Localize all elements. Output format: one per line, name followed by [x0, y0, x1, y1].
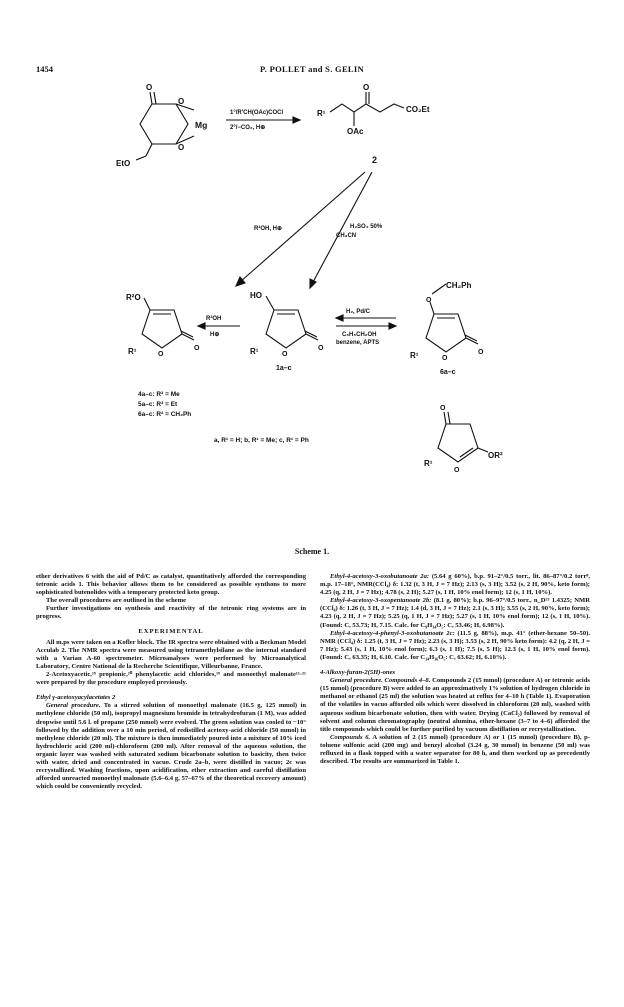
compound-2b-entry: [320, 597, 590, 629]
etherification-arrow: [198, 315, 240, 338]
alkoxy-furanone-isomer-structure: [424, 405, 503, 474]
left-paragraph-6: [36, 702, 306, 791]
svg-text:O: O: [363, 83, 370, 92]
p2-ester-label: CO₂Et: [406, 105, 430, 114]
svg-text:O: O: [158, 351, 164, 358]
right-ch2ph-label: CH₂Ph: [446, 281, 472, 290]
svg-text:O: O: [178, 143, 185, 152]
right-text-column: [320, 573, 590, 766]
cyclization-reagent-2: CH₃CN: [336, 233, 357, 239]
mg-label: Mg: [195, 120, 208, 130]
compound-2a-data: (5.64 g 60%), b.p. 91–2°/0.5 torr., lit. 86–87°/0.2 torr⁸, m.p. 17–18°, NMR(CCl₄) δ: 1.32 (t, 3 H, J = 7 Hz); 2.13 (s, 3 H); 3.52 (s, 2 H, 90%, keto form); 4.25 (q, 2 H, J = 7 Hz); 4.78 (s, 2 H); 5.27 (s, 1 H, 10% enol form); 12 (s, 1 H, 10%).: [320, 573, 591, 597]
compounds-6-text: A solution of 2 (15 mmol) (procedure A) or 1 (15 mmol) (procedure B), p-toluene sulfonic acid (200 mg) and benzyl alcohol (3.24 g, 30 mmol) in benzene (50 ml) was refluxed in a flask topped with a water separator for 80 h, and then worked up as precedently described. The results are summarized in Table 1.: [320, 733, 590, 766]
svg-text:O: O: [478, 349, 484, 356]
compounds-6-lead: Compounds 6.: [330, 733, 371, 741]
benzyloxy-furanone-structure: [410, 281, 484, 376]
mid-r1-label: R¹: [250, 347, 259, 356]
left-paragraph-5: 2-Acetoxyacetic,¹⁹ propionic,²⁰ phenylacetic acid chlorides,¹⁹ and monoethyl malonate¹¹·²¹ were prepared by the procedure employed previously.: [36, 671, 306, 687]
p2-oac-label: OAc: [347, 127, 364, 136]
legend-5: 5a–c: R² = Et: [138, 401, 178, 408]
svg-text:O: O: [282, 351, 288, 358]
svg-text:O: O: [146, 83, 153, 92]
left-paragraph-3: Further investigations on synthesis and reactivity of the tetronic ring systems are in progress.: [36, 605, 306, 621]
right-paragraph-7: [320, 677, 590, 734]
substituent-key: a, R¹ = H; b, R¹ = Me; c, R¹ = Ph: [214, 437, 309, 444]
running-authors: P. POLLET and S. GELIN: [260, 64, 364, 74]
scheme-caption: Scheme 1.: [294, 547, 330, 556]
benzyl-alcohol-reagent: C₆H₅CH₂OH: [342, 332, 377, 338]
left-r2o-label: R²O: [126, 293, 141, 302]
procedure-4-8-text: Compounds 2 (15 mmol) (procedure A) or tetronic acids (15 mmol) (procedure B) were added to an approximatively 1% solution of hydrogen chloride in methanol or ethanol (25 ml) the solution was heated at reflux for 4–10 h (Table 1). Evaporation of the volatiles in vacuo afforded oils which were dissolved in chloroform (20 ml), washed with aqueous sodium bicarbonate solution, then with water. Drying (CaCl₂) followed by removal of solvent and column chromatography (neutral alumina, ether-hexane (3–7 to 4–6) afforded the title compounds which could be further purified by vacuum distillation or recrystallization.: [320, 677, 590, 733]
svg-text:O: O: [454, 467, 460, 474]
mid-ho-label: HO: [250, 291, 262, 300]
acylation-reagent: 1°/R'CH(OAc)COCl: [230, 110, 284, 116]
alcoholysis-reagent: R²OH, H⊕: [254, 226, 283, 232]
benzylation-hydrogenolysis-arrows: [336, 309, 396, 346]
eto-label: EtO: [116, 159, 131, 168]
bottom-r1-label: R¹: [424, 459, 433, 468]
page-header: [0, 64, 624, 80]
compound-2b-name: Ethyl-4-acetoxy-3-oxopentanoate 2b:: [330, 597, 432, 605]
magnesium-chelate-structure: [116, 83, 207, 168]
compound-6-label: 6a–c: [440, 369, 456, 376]
left-text-column: [36, 573, 306, 791]
left-paragraph-1: ether derivatives 6 with the aid of Pd/C as catalyst, quantitatively afforded the corresponding tetronic acids 1. This behavior allows them to be considered as possible synthons to more sophisticated butenolides with a temporary protected keto group.: [36, 573, 306, 597]
compound-2-label: 2: [372, 155, 378, 165]
decarboxylation-reagent: 2°/−CO₂, H⊕: [230, 125, 266, 131]
compound-legend: [138, 391, 309, 444]
compound-2a-name: Ethyl-4-acetoxy-3-oxobutanoate 2a:: [330, 573, 430, 580]
svg-text:O: O: [178, 97, 185, 106]
compound-2c-name: Ethyl-4-acetoxy-4-phenyl-3-oxobutanoate 2c:: [330, 629, 455, 637]
compound-2c-entry: [320, 630, 590, 662]
svg-text:O: O: [194, 345, 200, 352]
compound-1-label: 1a–c: [276, 365, 292, 372]
etherification-reagent: R²OH: [206, 316, 222, 322]
bottom-or2-label: OR²: [488, 451, 503, 460]
general-procedure-lead: General procedure.: [46, 702, 101, 710]
page-number: 1454: [36, 64, 53, 74]
cyclization-arrow: [310, 172, 383, 288]
acylation-arrow: [226, 110, 300, 131]
cyclization-reagent-1: H₂SO₄ 50%: [350, 224, 383, 230]
p2-r1-label: R¹: [317, 109, 326, 118]
right-r1-label: R¹: [410, 351, 419, 360]
alcoholysis-arrow: [236, 172, 365, 286]
hydrogenolysis-reagent: H₂, Pd/C: [346, 309, 370, 315]
left-paragraph-2: The overall procedures are outlined in the scheme: [46, 597, 187, 605]
tetronic-acid-structure-1: [250, 291, 324, 372]
left-r1-label: R¹: [128, 347, 137, 356]
keto-ester-structure-2: [317, 83, 430, 165]
left-paragraph-4: All m.ps were taken on a Kofler block. The IR spectra were obtained with a Beckman Model Acculab 2. The NMR spectra were measured using tetramethylsilane as the internal standard with a Varian A-60 spectrometer. Microanalyses were performed by Microanalytical Laboratory, Centre National de la Recherche Scientifique, Villeurbanne, France.: [36, 638, 306, 670]
legend-4: 4a–c: R² = Me: [138, 391, 180, 398]
alkoxy-furanone-structure: [126, 293, 200, 358]
svg-text:O: O: [426, 297, 432, 304]
svg-text:O: O: [318, 345, 324, 352]
experimental-heading: EXPERIMENTAL: [138, 627, 204, 635]
right-paragraph-8: [320, 734, 590, 766]
etherification-catalyst: H⊕: [210, 332, 220, 338]
legend-6: 6a–c: R² = CH₂Ph: [138, 411, 192, 418]
general-procedure-text: To a stirred solution of monoethyl malonate (16.5 g, 125 mmol) in methylene chloride (50 ml), isopropyl magnesium bromide in tetrahydrofuran (1 M), was added dropwise until 5.6 l. of propane (250 mmol) were evolved. The green solution was cooled to −10° followed by the addition over a 10 min period, of redistilled acetoxy-acid chloride (50 mmol) in methylene chloride (20 ml). The mixture is then immediately poured into a mixture of 10% iced hydrochloric acid (200 ml)-chloroform (200 ml). After removal of the aqueous solution, the organic layer was washed with saturated sodium bicarbonate solution to basicity, then twice with water, dried and concentrated in vacuo. Crude 2a–b, were distilled in vacuo; 2c was recrystallized. Washing fractions, upon acidification, ether extraction and careful distillation afforded unreacted monoethyl malonate (5.6–6.4 g, 57–67% of the theoretical recovery amount) which could be conveniently recycled.: [36, 702, 306, 791]
benzene-apts-conditions: benzene, APTS: [336, 340, 380, 346]
alkoxy-furanone-heading: 4-Alkoxy-furan-2(5H)-ones: [320, 669, 396, 677]
svg-text:O: O: [442, 355, 448, 362]
reaction-scheme: [0, 80, 624, 550]
compound-2c-data: (11.5 g, 88%), m.p. 41° (ether-hexane 50–50). NMR (CCl₄) δ: 1.25 (t, 3 H, J = 7 Hz); 2.23 (s, 3 H); 3.53 (s, 2 H, 90% keto form): 4.2 (q, 2 H, J = 7 Hz); 5.43 (s, 1 H, 10% enol form); 6.3 (s, 1 H); 7.5 (s, 5 H); 12.3 (s, 1 H, 10% enol form). (Found: C, 63.35; H, 6.10. Calc. for C₁₄H₁₆O₅: C, 63.62; H, 6.10%).: [320, 629, 590, 661]
procedure-4-8-lead: General procedure. Compounds 4–8.: [330, 677, 431, 685]
keto-ester-heading: Ethyl γ-acetoxyacylacetates 2: [36, 694, 116, 702]
compound-2a-entry: [320, 573, 590, 597]
svg-text:O: O: [440, 405, 446, 412]
compound-2b-data: (8.1 g, 80%); b.p. 96–97°/0.5 torr., n_D²³ 1.4325; NMR (CCl₄) δ: 1.26 (t, 3 H, J = 7 Hz); 1.4 (d, 3 H, J = 7 Hz); 2.1 (s, 3 H); 3.55 (s, 2 H, 90%, keto form); 4.23 (q, 2 H, J = 7 Hz); 5.25 (q, 1 H, J = 7 Hz); 5.27 (s, 1 H, 10% enol form); 12 (s, 1 H, 10%). (Found: C, 53.73; H, 7.15. Calc. for C₉H₁₄O₅: C, 53.46; H, 6.98%).: [320, 597, 591, 629]
